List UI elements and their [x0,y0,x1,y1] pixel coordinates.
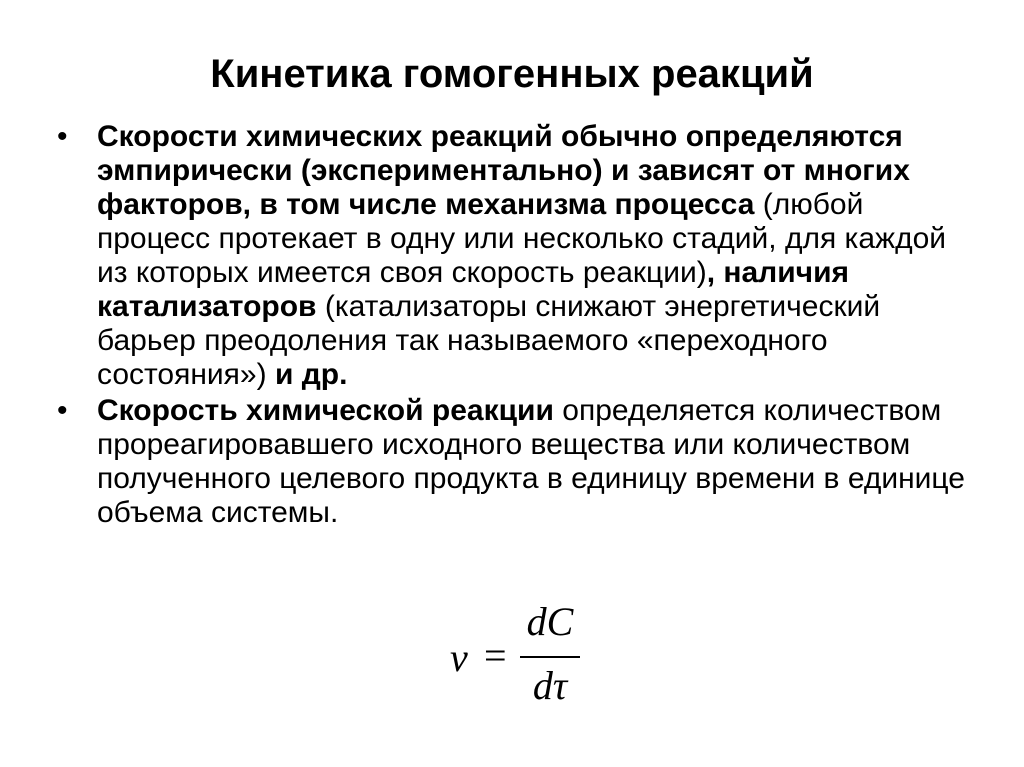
slide-title: Кинетика гомогенных реакций [210,52,814,96]
formula-equals: = [484,633,507,678]
bullet-marker: • [57,120,68,153]
bullet-text-bold: Скорость химической реакции [97,394,554,427]
bullet-marker: • [57,394,68,427]
bullet-list [0,120,1024,532]
formula-numerator: dC [526,599,574,644]
bullet-item [0,394,1024,530]
bullet-text-bold: Скорости химических реакций обычно определяются эмпирически (экспериментально) и зависят от многих факторов, в том числе механизма процесса [97,120,910,221]
formula-denominator: dτ [532,663,568,708]
bullet-text-bold: , наличия катализаторов [97,256,850,323]
bullet-text-bold: и др. [274,358,348,391]
formula-lhs: v [450,635,468,680]
bullet-text: (любой процесс протекает в одну или несколько стадий, для каждой из которых имеется своя скорость реакции) [97,188,947,289]
bullet-text: определяется количеством прореагировавшего исходного вещества или количеством полученного целевого продукта в единицу времени в единице объема системы. [97,394,965,529]
fraction-bar [520,656,580,658]
bullet-text: (катализаторы снижают энергетический барьер преодоления так называемого «переходного состояния») [97,290,881,391]
rate-formula [450,596,590,716]
bullet-item [0,120,1024,392]
